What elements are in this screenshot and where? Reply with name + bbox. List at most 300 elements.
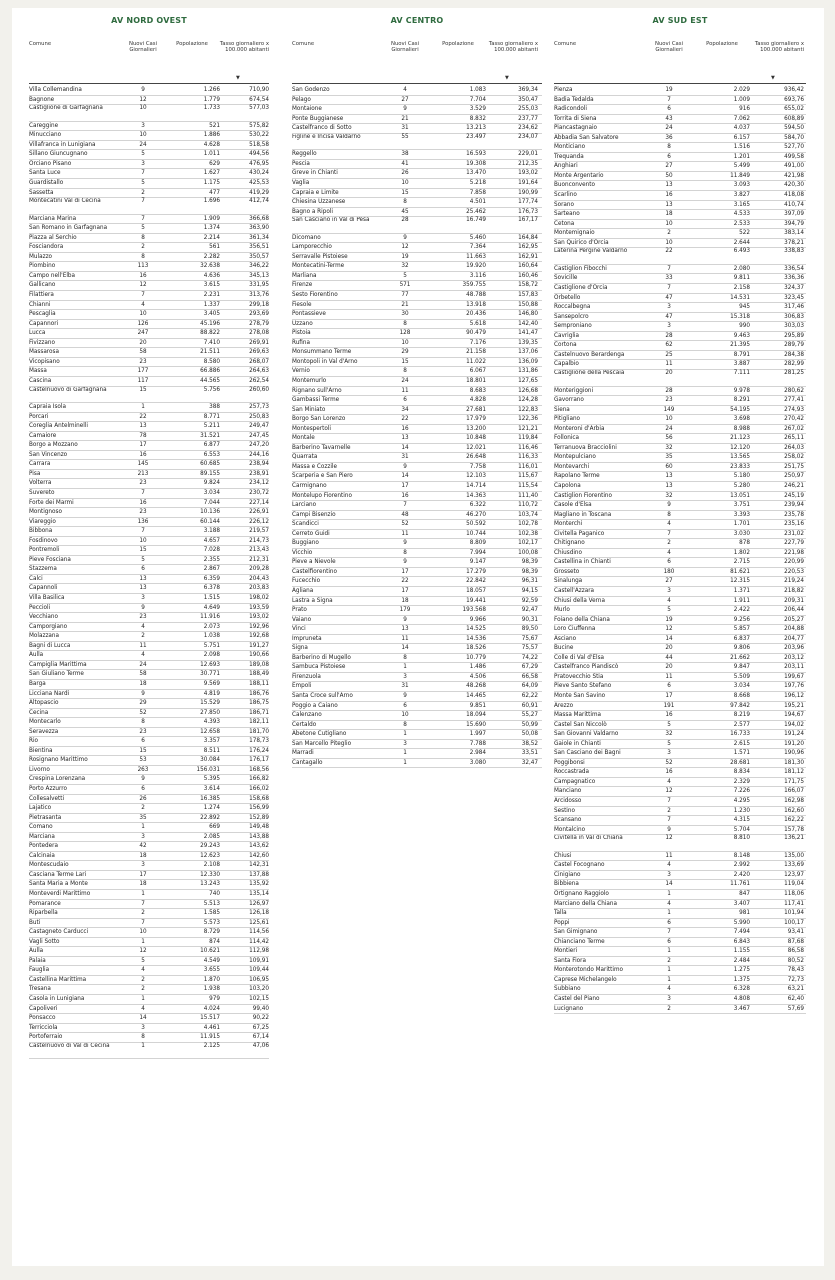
cell-nuovi-casi: 22 — [665, 248, 673, 255]
table-row — [554, 835, 806, 852]
cell-tasso: 323,45 — [784, 294, 804, 301]
cell-tasso: 274,93 — [784, 406, 804, 413]
cell-comune: Forte dei Marmi — [29, 499, 74, 506]
table-row — [29, 756, 269, 766]
cell-tasso: 193,02 — [249, 614, 269, 621]
cell-comune: Scarlino — [554, 192, 577, 199]
cell-comune: Sestino — [554, 807, 575, 814]
table-row — [292, 86, 542, 96]
table-row — [29, 861, 269, 871]
cell-tasso: 190,66 — [249, 652, 269, 659]
cell-nuovi-casi: 16 — [139, 499, 147, 506]
cell-popolazione: 388 — [209, 404, 220, 411]
cell-popolazione: 48.788 — [466, 292, 486, 299]
cell-comune: Rignano sull'Arno — [292, 387, 342, 394]
cell-tasso: 166,07 — [784, 788, 804, 795]
cell-popolazione: 7.858 — [469, 189, 486, 196]
cell-nuovi-casi: 2 — [141, 189, 145, 196]
header-comune[interactable]: Comune — [554, 41, 577, 47]
cell-tasso: 336,36 — [784, 275, 804, 282]
cell-popolazione: 60.685 — [200, 461, 220, 468]
cell-tasso: 425,53 — [249, 179, 269, 186]
cell-nuovi-casi: 1 — [141, 1042, 145, 1049]
header-tasso[interactable]: Tasso giornaliero x 100.000 abitanti — [754, 41, 804, 54]
area-title: AV NORD OVEST — [111, 16, 187, 25]
cell-nuovi-casi: 5 — [667, 607, 671, 614]
cell-comune: Arezzo — [554, 702, 574, 709]
cell-nuovi-casi: 9 — [403, 106, 407, 113]
cell-tasso: 86,58 — [787, 948, 804, 955]
cell-popolazione: 3.116 — [469, 272, 486, 279]
cell-tasso: 269,91 — [249, 339, 269, 346]
table-row — [292, 301, 542, 311]
cell-nuovi-casi: 149 — [663, 406, 675, 413]
table-row — [554, 162, 806, 172]
cell-comune: Pistoia — [292, 330, 311, 337]
table-row — [554, 172, 806, 182]
cell-popolazione: 2.214 — [203, 234, 220, 241]
cell-popolazione: 847 — [739, 890, 750, 897]
cell-nuovi-casi: 17 — [401, 568, 409, 575]
cell-popolazione: 2.080 — [733, 265, 750, 272]
cell-nuovi-casi: 571 — [399, 282, 411, 289]
cell-comune: Pitigliano — [554, 416, 581, 423]
table-row — [292, 358, 542, 368]
cell-nuovi-casi: 15 — [401, 189, 409, 196]
cell-popolazione: 15.318 — [730, 313, 750, 320]
cell-nuovi-casi: 4 — [667, 778, 671, 785]
cell-tasso: 139,35 — [518, 339, 538, 346]
cell-tasso: 494,56 — [249, 151, 269, 158]
cell-comune: Calcinaia — [29, 852, 55, 859]
cell-comune: Capalbio — [554, 361, 579, 368]
cell-comune: San Quirico d'Orcia — [554, 239, 609, 246]
header-tasso[interactable]: Tasso giornaliero x 100.000 abitanti — [488, 41, 538, 54]
cell-popolazione: 8.809 — [469, 540, 486, 547]
table-row — [292, 587, 542, 597]
cell-tasso: 278,79 — [249, 320, 269, 327]
cell-nuovi-casi: 52 — [665, 759, 673, 766]
cell-tasso: 182,11 — [249, 719, 269, 726]
cell-tasso: 278,08 — [249, 330, 269, 337]
cell-popolazione: 1.011 — [203, 151, 220, 158]
table-row — [29, 985, 269, 995]
cell-nuovi-casi: 10 — [401, 712, 409, 719]
table-row — [554, 134, 806, 144]
cell-popolazione: 18.526 — [466, 645, 486, 652]
table-row — [292, 740, 542, 750]
table-row — [29, 1033, 269, 1043]
cell-nuovi-casi: 1 — [141, 404, 145, 411]
cell-popolazione: 4.808 — [733, 996, 750, 1002]
table-row — [29, 358, 269, 368]
cell-tasso: 420,30 — [784, 182, 804, 189]
cell-nuovi-casi: 28 — [665, 332, 673, 339]
cell-tasso: 121,21 — [518, 425, 538, 432]
cell-nuovi-casi: 4 — [403, 87, 407, 93]
cell-comune: Borgo San Lorenzo — [292, 416, 346, 423]
cell-comune: Bientina — [29, 747, 53, 754]
cell-nuovi-casi: 16 — [139, 451, 147, 458]
cell-comune: Castel San Niccolò — [554, 721, 607, 728]
cell-comune: Sinalunga — [554, 578, 583, 585]
table-row — [554, 332, 806, 342]
cell-comune: Rapolano Terme — [554, 473, 600, 480]
cell-comune: Campo nell'Elba — [29, 272, 75, 279]
cell-popolazione: 4.506 — [469, 673, 486, 680]
cell-nuovi-casi: 5 — [141, 151, 145, 158]
cell-comune: Ortignano Raggiolo — [554, 890, 609, 897]
cell-nuovi-casi: 3 — [141, 122, 145, 129]
table-row — [29, 508, 269, 518]
cell-popolazione: 1.009 — [733, 96, 750, 103]
cell-popolazione: 12.623 — [200, 852, 220, 859]
cell-nuovi-casi: 17 — [139, 442, 147, 449]
cell-comune: Monticiano — [554, 144, 586, 151]
cell-tasso: 100,08 — [518, 549, 538, 556]
cell-nuovi-casi: 47 — [665, 294, 673, 301]
cell-popolazione: 7.788 — [469, 740, 486, 747]
cell-popolazione: 90.479 — [466, 330, 486, 337]
cell-popolazione: 1.516 — [733, 144, 750, 151]
table-row — [554, 606, 806, 616]
table-row — [29, 460, 269, 470]
table-row — [29, 262, 269, 272]
cell-tasso: 237,77 — [518, 115, 538, 122]
cell-popolazione: 17.979 — [466, 416, 486, 423]
table-row — [292, 444, 542, 454]
cell-tasso: 197,76 — [784, 683, 804, 690]
cell-comune: Lajatico — [29, 805, 52, 812]
table-row — [29, 575, 269, 585]
cell-tasso: 267,02 — [784, 425, 804, 432]
cell-comune: San Gimignano — [554, 929, 598, 936]
cell-nuovi-casi: 47 — [665, 313, 673, 320]
cell-popolazione: 990 — [739, 323, 750, 330]
cell-popolazione: 2.984 — [469, 750, 486, 757]
table-row — [292, 396, 542, 406]
cell-popolazione: 2.108 — [203, 862, 220, 869]
sort-desc-icon[interactable]: ▼ — [771, 74, 775, 81]
cell-nuovi-casi: 17 — [401, 482, 409, 489]
cell-popolazione: 12.315 — [730, 578, 750, 585]
table-row — [554, 938, 806, 948]
header-comune[interactable]: Comune — [292, 41, 315, 47]
cell-comune: Barberino Tavarnelle — [292, 444, 351, 451]
cell-comune: Capannoli — [29, 585, 58, 592]
cell-tasso: 92,59 — [521, 597, 538, 604]
cell-tasso: 260,60 — [249, 386, 269, 393]
sort-desc-icon[interactable]: ▼ — [505, 74, 509, 81]
cell-nuovi-casi: 17 — [665, 693, 673, 699]
table-row — [554, 153, 806, 163]
table-row — [554, 625, 806, 635]
cell-comune: Lucca — [29, 330, 46, 337]
cell-tasso: 112,98 — [249, 948, 269, 955]
cell-tasso: 67,25 — [252, 1024, 269, 1031]
header-popolazione[interactable]: Popolazione — [706, 41, 738, 47]
cell-nuovi-casi: 3 — [141, 833, 145, 840]
cell-nuovi-casi: 2 — [667, 1005, 671, 1012]
cell-comune: Chianciano Terme — [554, 938, 605, 945]
table-row — [29, 690, 269, 700]
cell-nuovi-casi: 1 — [141, 890, 145, 897]
cell-popolazione: 30.084 — [200, 757, 220, 764]
cell-nuovi-casi: 179 — [399, 607, 411, 614]
cell-popolazione: 11.916 — [200, 614, 220, 621]
cell-comune: Marradi — [292, 750, 314, 757]
cell-comune: Gambassi Terme — [292, 397, 340, 404]
cell-popolazione: 3.467 — [733, 1005, 750, 1012]
cell-comune: Calci — [29, 575, 43, 582]
cell-tasso: 350,47 — [518, 96, 538, 103]
cell-tasso: 115,67 — [518, 473, 538, 480]
cell-nuovi-casi: 13 — [665, 473, 673, 480]
cell-tasso: 313,76 — [249, 292, 269, 299]
cell-comune: Roccastrada — [554, 769, 590, 776]
cell-comune: Filattiera — [29, 292, 54, 299]
cell-comune: Castell'Azzara — [554, 587, 595, 594]
cell-popolazione: 7.494 — [733, 929, 750, 936]
cell-comune: San Casciano in Val di Pesa — [292, 217, 370, 224]
cell-popolazione: 2.125 — [203, 1042, 220, 1049]
table-row — [292, 568, 542, 578]
cell-comune: Ponte Buggianese — [292, 115, 344, 122]
table-row — [29, 947, 269, 957]
cell-popolazione: 521 — [209, 122, 220, 129]
cell-comune: Greve in Chianti — [292, 170, 338, 177]
cell-tasso: 190,96 — [784, 750, 804, 757]
cell-nuovi-casi: 12 — [665, 626, 673, 633]
cell-comune: Castelfiorentino — [292, 568, 338, 575]
cell-tasso: 126,18 — [249, 910, 269, 917]
cell-popolazione: 6.157 — [733, 134, 750, 141]
cell-nuovi-casi: 31 — [401, 454, 409, 461]
cell-comune: Stazzema — [29, 566, 57, 573]
cell-tasso: 114,42 — [249, 938, 269, 945]
cell-comune: Camaiore — [29, 432, 57, 439]
cell-popolazione: 522 — [739, 230, 750, 237]
cell-comune: Monsummano Terme — [292, 349, 352, 356]
table-row — [29, 150, 269, 160]
cell-tasso: 191,20 — [784, 740, 804, 747]
cell-popolazione: 26.648 — [466, 454, 486, 461]
cell-popolazione: 9.806 — [733, 645, 750, 652]
sort-desc-icon[interactable]: ▼ — [236, 74, 240, 81]
cell-nuovi-casi: 32 — [665, 731, 673, 738]
cell-nuovi-casi: 14 — [139, 1015, 147, 1022]
cell-popolazione: 1.515 — [203, 595, 220, 602]
cell-nuovi-casi: 3 — [667, 996, 671, 1002]
cell-popolazione: 3.165 — [733, 201, 750, 208]
cell-comune: Sansepolcro — [554, 313, 589, 320]
cell-tasso: 99,40 — [252, 1005, 269, 1012]
cell-tasso: 575,82 — [249, 122, 269, 129]
cell-popolazione: 4.461 — [203, 1024, 220, 1031]
cell-nuovi-casi: 6 — [403, 702, 407, 709]
table-row — [554, 284, 806, 294]
cell-comune: Montelupo Fiorentino — [292, 492, 352, 499]
table-row — [292, 721, 542, 731]
table-row — [29, 96, 269, 106]
cell-comune: Pieve Santo Stefano — [554, 683, 612, 690]
cell-nuovi-casi: 2 — [141, 976, 145, 983]
cell-comune: Camporgiano — [29, 623, 68, 630]
table-row — [554, 976, 806, 986]
header-popolazione[interactable]: Popolazione — [442, 41, 474, 47]
cell-tasso: 94,15 — [521, 587, 538, 594]
cell-popolazione: 2.098 — [203, 652, 220, 659]
header-nuovi-casi[interactable]: Nuovi Casi Giornalieri — [654, 41, 684, 54]
cell-tasso: 206,44 — [784, 607, 804, 614]
cell-popolazione: 7.994 — [469, 549, 486, 556]
cell-tasso: 181,12 — [784, 769, 804, 776]
cell-popolazione: 4.549 — [203, 957, 220, 964]
cell-tasso: 366,68 — [249, 215, 269, 222]
cell-popolazione: 1.997 — [469, 731, 486, 738]
cell-comune: Bibbona — [29, 528, 53, 535]
table-row — [554, 787, 806, 797]
cell-nuovi-casi: 7 — [141, 170, 145, 177]
cell-comune: Castellina Marittima — [29, 976, 87, 983]
table-row — [292, 730, 542, 740]
table-row — [292, 549, 542, 559]
cell-tasso: 57,69 — [787, 1005, 804, 1012]
table-row — [554, 890, 806, 900]
header-comune[interactable]: Comune — [29, 41, 52, 47]
cell-nuovi-casi: 5 — [141, 225, 145, 232]
table-row — [554, 220, 806, 230]
cell-nuovi-casi: 2 — [667, 807, 671, 814]
cell-nuovi-casi: 2 — [141, 633, 145, 640]
header-popolazione[interactable]: Popolazione — [176, 41, 208, 47]
cell-tasso: 157,83 — [518, 292, 538, 299]
cell-tasso: 306,83 — [784, 313, 804, 320]
table-row — [292, 663, 542, 673]
cell-tasso: 238,94 — [249, 461, 269, 468]
cell-comune: Vicopisano — [29, 358, 60, 365]
cell-comune: Marliana — [292, 272, 317, 279]
table-row — [29, 728, 269, 738]
cell-nuovi-casi: 1 — [403, 731, 407, 738]
cell-comune: Manciano — [554, 788, 582, 795]
cell-popolazione: 1.585 — [203, 910, 220, 917]
cell-tasso: 101,94 — [784, 910, 804, 917]
cell-tasso: 102,17 — [518, 540, 538, 547]
cell-nuovi-casi: 34 — [401, 406, 409, 413]
table-row — [29, 160, 269, 170]
cell-comune: Siena — [554, 406, 570, 413]
table-row — [29, 565, 269, 575]
cell-comune: Castiglione della Pescaia — [554, 369, 625, 376]
cell-popolazione: 13.051 — [730, 492, 750, 499]
cell-popolazione: 25.462 — [466, 208, 486, 215]
cell-comune: Cantagallo — [292, 759, 323, 766]
table-row — [554, 909, 806, 919]
cell-nuovi-casi: 1 — [667, 976, 671, 983]
cell-tasso: 213,43 — [249, 547, 269, 554]
cell-comune: Scansano — [554, 817, 582, 824]
cell-popolazione: 6.877 — [203, 442, 220, 449]
cell-nuovi-casi: 15 — [139, 547, 147, 554]
header-nuovi-casi[interactable]: Nuovi Casi Giornalieri — [390, 41, 420, 54]
table-row — [554, 124, 806, 134]
cell-comune: Montecatini-Terme — [292, 263, 345, 270]
table-row — [292, 759, 542, 769]
cell-popolazione: 1.275 — [733, 967, 750, 974]
cell-nuovi-casi: 1 — [403, 664, 407, 671]
cell-nuovi-casi: 3 — [141, 1024, 145, 1031]
cell-comune: Montevarchi — [554, 463, 590, 470]
cell-comune: Santa Maria a Monte — [29, 881, 88, 888]
cell-popolazione: 7.111 — [733, 369, 750, 376]
cell-tasso: 235,16 — [784, 521, 804, 528]
cell-nuovi-casi: 11 — [665, 673, 673, 680]
cell-comune: Caprese Michelangelo — [554, 976, 617, 983]
cell-popolazione: 13.213 — [466, 125, 486, 132]
cell-nuovi-casi: 10 — [665, 220, 673, 227]
cell-nuovi-casi: 4 — [667, 862, 671, 869]
cell-comune: Cortona — [554, 342, 577, 349]
header-tasso[interactable]: Tasso giornaliero x 100.000 abitanti — [219, 41, 269, 54]
cell-popolazione: 2.715 — [733, 559, 750, 566]
cell-tasso: 264,03 — [784, 444, 804, 451]
cell-tasso: 188,11 — [249, 680, 269, 687]
cell-nuovi-casi: 10 — [139, 537, 147, 544]
table-row — [554, 861, 806, 871]
header-nuovi-casi[interactable]: Nuovi Casi Giornalieri — [128, 41, 158, 54]
cell-nuovi-casi: 4 — [141, 301, 145, 308]
cell-popolazione: 5.211 — [203, 423, 220, 430]
cell-comune: Carmignano — [292, 482, 327, 489]
cell-comune: Abbadia San Salvatore — [554, 134, 619, 141]
cell-popolazione: 4.657 — [203, 537, 220, 544]
table-row — [29, 537, 269, 547]
cell-tasso: 72,73 — [787, 976, 804, 983]
cell-tasso: 75,57 — [521, 645, 538, 652]
table-row — [29, 890, 269, 900]
cell-popolazione: 6.553 — [203, 451, 220, 458]
cell-comune: Comano — [29, 824, 53, 831]
cell-nuovi-casi: 13 — [665, 182, 673, 189]
cell-nuovi-casi: 8 — [141, 719, 145, 726]
cell-comune: Monteriggioni — [554, 387, 594, 394]
cell-tasso: 126,97 — [249, 900, 269, 907]
cell-popolazione: 6.322 — [469, 502, 486, 509]
cell-nuovi-casi: 4 — [141, 623, 145, 630]
cell-popolazione: 13.565 — [730, 454, 750, 461]
cell-tasso: 149,48 — [249, 824, 269, 831]
cell-tasso: 137,06 — [518, 349, 538, 356]
cell-popolazione: 44.565 — [200, 377, 220, 384]
table-row — [292, 616, 542, 626]
cell-nuovi-casi: 12 — [139, 948, 147, 955]
cell-nuovi-casi: 9 — [141, 604, 145, 611]
cell-comune: Barberino di Mugello — [292, 654, 351, 661]
cell-tasso: 67,29 — [521, 664, 538, 671]
cell-comune: Bagnone — [29, 96, 55, 103]
cell-popolazione: 1.266 — [203, 87, 220, 93]
cell-popolazione: 11.022 — [466, 358, 486, 365]
cell-nuovi-casi: 16 — [401, 492, 409, 499]
cell-popolazione: 2.231 — [203, 292, 220, 299]
cell-comune: Pisa — [29, 470, 41, 477]
cell-nuovi-casi: 8 — [403, 549, 407, 556]
cell-tasso: 131,86 — [518, 368, 538, 375]
table-row — [29, 766, 269, 776]
cell-nuovi-casi: 1 — [667, 967, 671, 974]
table-row — [292, 511, 542, 521]
